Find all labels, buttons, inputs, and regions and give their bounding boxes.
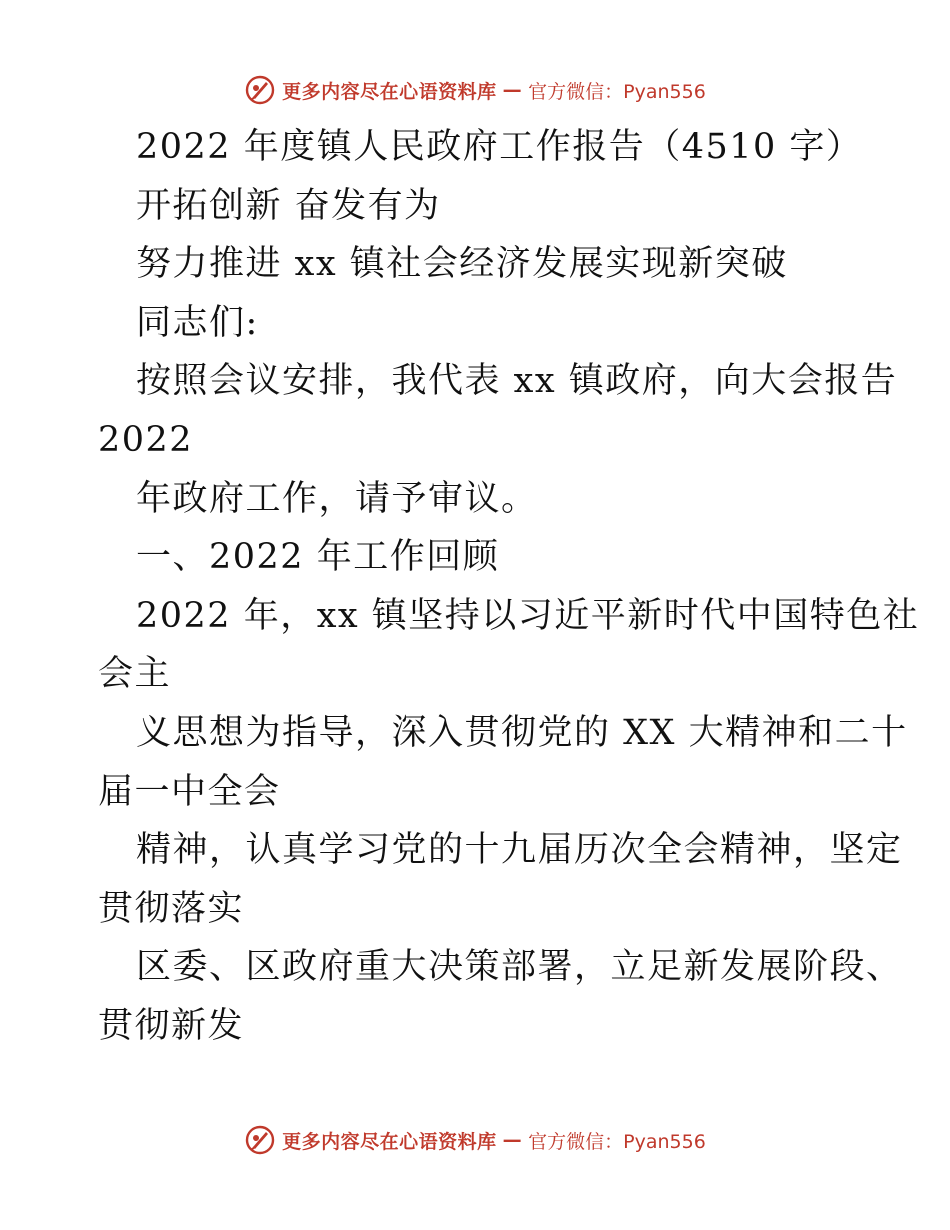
header-banner-inner — [244, 74, 706, 106]
doc-subtitle-2: 努力推进 xx 镇社会经济发展实现新突破 — [136, 244, 788, 285]
footer-banner — [0, 1120, 950, 1160]
doc-line: 2022 年，xx 镇坚持以习近平新时代中国特色社 — [136, 595, 920, 636]
header-banner — [0, 70, 950, 110]
doc-line: 贯彻新发 — [98, 1005, 245, 1046]
section-heading: 一、2022 年工作回顾 — [136, 537, 500, 578]
doc-line: 年政府工作，请予审议。 — [136, 478, 538, 519]
quill-logo-icon — [244, 1124, 276, 1156]
doc-line: 届一中全会 — [98, 771, 281, 812]
doc-line: 会主 — [98, 654, 172, 695]
site-name-text: 更多内容尽在心语资料库 — [282, 1130, 497, 1153]
doc-line: 贯彻落实 — [98, 888, 245, 929]
doc-line: 按照会议安排，我代表 xx 镇政府，向大会报告 — [136, 361, 898, 402]
wechat-text: 官方微信：Pyan556 — [528, 80, 706, 103]
site-name-text: 更多内容尽在心语资料库 — [282, 80, 497, 103]
doc-salutation: 同志们: — [136, 302, 259, 343]
doc-line: 2022 — [98, 419, 194, 460]
doc-line: 精神，认真学习党的十九届历次全会精神，坚定 — [136, 830, 903, 871]
document-body — [98, 118, 920, 1056]
banner-dash: — — [502, 79, 523, 101]
wechat-text: 官方微信：Pyan556 — [528, 1130, 706, 1153]
footer-banner-inner — [244, 1124, 706, 1156]
doc-line: 义思想为指导，深入贯彻党的 XX 大精神和二十 — [136, 712, 908, 753]
doc-title: 2022 年度镇人民政府工作报告（4510 字） — [136, 127, 863, 167]
banner-dash: — — [502, 1129, 523, 1151]
doc-subtitle-1: 开拓创新 奋发有为 — [136, 185, 441, 226]
quill-logo-icon — [244, 74, 276, 106]
doc-line: 区委、区政府重大决策部署，立足新发展阶段、 — [136, 947, 903, 988]
